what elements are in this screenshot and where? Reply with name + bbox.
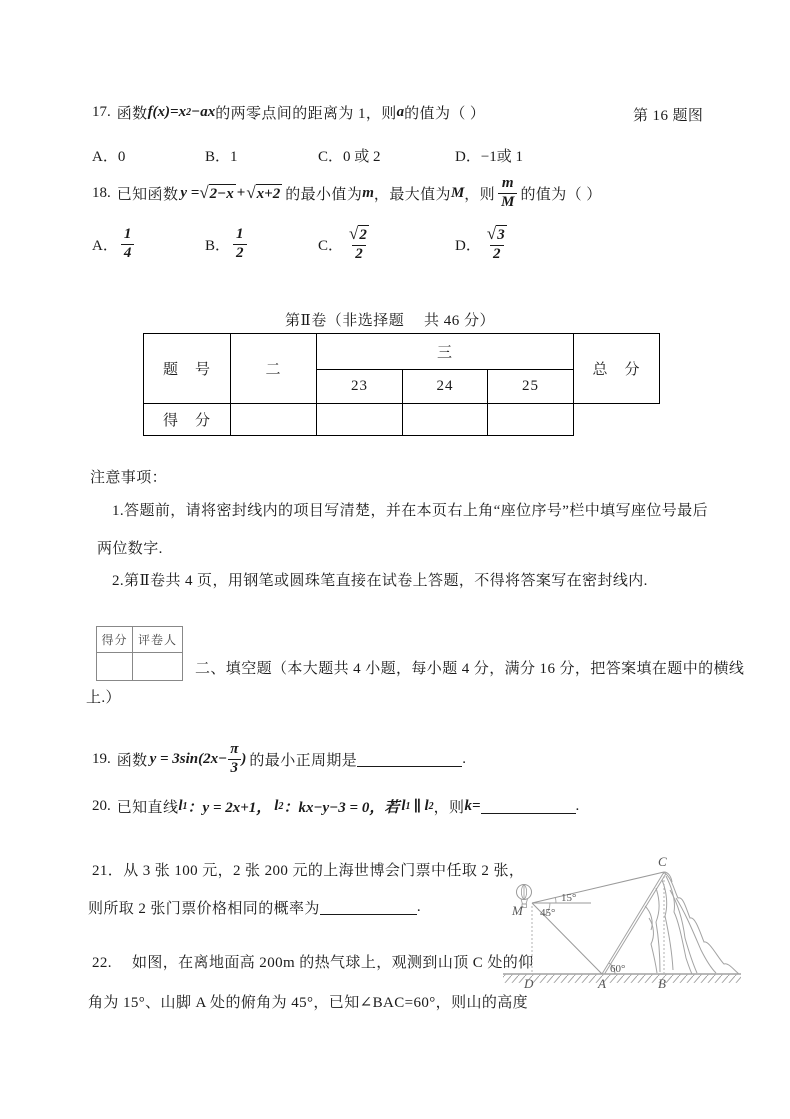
q18-option-b xyxy=(205,220,250,268)
fraction-denominator: 3 xyxy=(228,759,242,777)
q22-number: 22. xyxy=(92,955,112,971)
grading-box-grader-cell xyxy=(133,653,183,681)
fraction-numerator: 3 xyxy=(497,227,505,244)
table-header-section-three: 三 xyxy=(317,334,574,370)
q20-line2-sub-again: 2 xyxy=(428,801,434,812)
q19-lead: 函数 xyxy=(116,752,148,769)
table-header-question-number: 题 号 xyxy=(144,334,231,404)
q20-number: 20. xyxy=(92,798,111,814)
fraction-numerator: 2 xyxy=(359,227,367,244)
sight-lines xyxy=(532,872,664,974)
answer-blank xyxy=(357,751,462,767)
q18-fraction-m-over-M xyxy=(498,176,517,211)
mountain-outline xyxy=(602,872,739,974)
question-21-line-1 xyxy=(92,859,524,880)
q20-line1-var-again: l xyxy=(401,798,406,814)
q17-formula-part1: f(x)=x xyxy=(147,104,187,120)
option-fraction xyxy=(346,225,372,263)
q20-line1-sub-again: 1 xyxy=(405,801,411,812)
q21-text-1: 从 3 张 100 元，2 张 200 元的上海世博会门票中任取 2 张， xyxy=(123,863,525,879)
fraction-denominator: 4 xyxy=(121,244,135,262)
label-angle-15: 15° xyxy=(561,892,577,904)
q18-mid3: ，则 xyxy=(464,186,496,203)
q21-text-2: 则所取 2 张门票价格相同的概率为 xyxy=(88,901,320,917)
section2-intro-line-2: 上.） xyxy=(86,690,121,706)
fraction-numerator: m xyxy=(501,174,514,191)
notice-heading: 注意事项： xyxy=(90,470,168,486)
q19-number: 19. xyxy=(92,750,111,767)
q18-plus: + xyxy=(236,184,246,201)
q17-var-a: a xyxy=(396,104,405,120)
label-angle-60: 60° xyxy=(610,963,626,975)
option-fraction xyxy=(233,227,247,262)
table-score-cell xyxy=(488,404,574,436)
q21-period: . xyxy=(416,899,421,915)
radical-sign: √ xyxy=(349,224,359,244)
table-score-label: 得 分 xyxy=(144,404,231,436)
q18-option-a xyxy=(92,220,137,268)
q20-eq2: ：kx−y−3 = 0，若 xyxy=(283,800,400,816)
q19-period: . xyxy=(462,750,466,767)
option-label: C． xyxy=(318,237,344,254)
q17-option-b: B．1 xyxy=(205,149,238,165)
q20-line2-sub: 2 xyxy=(278,801,284,812)
q17-mid-text: 的两零点间的距离为 1，则 xyxy=(215,106,397,122)
arc-15-degrees xyxy=(555,898,556,903)
q19-mid-text: 的最小正周期是 xyxy=(249,752,358,769)
option-label: D． xyxy=(455,237,481,254)
table-score-cell xyxy=(317,404,403,436)
label-point-B: B xyxy=(658,976,666,991)
q17-option-a: A．0 xyxy=(92,149,126,165)
table-score-cell xyxy=(231,404,317,436)
q18-option-c xyxy=(318,220,375,268)
q18-mid2: ，最大值为 xyxy=(373,186,451,203)
fraction-numerator: π xyxy=(230,740,239,757)
q18-radicand-1: 2−x xyxy=(209,185,234,202)
q18-mid1: 的最小值为 xyxy=(285,186,363,203)
q20-period: . xyxy=(575,798,580,814)
label-point-A: A xyxy=(598,976,606,991)
radical-sign: √ xyxy=(486,224,497,244)
q19-fraction-pi-over-3 xyxy=(227,742,241,777)
table-subheader-25: 25 xyxy=(488,370,574,404)
q18-var-M: M xyxy=(450,184,465,201)
q17-lead: 函数 xyxy=(116,106,148,122)
q17-option-d: D．−1或 1 xyxy=(455,149,524,165)
q17-formula-part2: −ax xyxy=(191,104,216,120)
q20-line2-var-again: l xyxy=(424,798,429,814)
q17-number: 17. xyxy=(92,104,111,120)
q20-line1-var: l xyxy=(178,798,183,814)
q17-option-c: C．0 或 2 xyxy=(318,149,381,165)
notice-item-2: 2.第Ⅱ卷共 4 页，用钢笔或圆珠笔直接在试卷上答题，不得将答案写在密封线内. xyxy=(112,573,648,589)
option-fraction xyxy=(484,225,510,263)
fraction-denominator: 2 xyxy=(233,244,247,262)
parallel-symbol: ∥ xyxy=(413,799,422,815)
part2-title: 第Ⅱ卷（非选择题 共 46 分） xyxy=(285,313,495,329)
question-19 xyxy=(92,738,466,780)
option-fraction xyxy=(121,227,135,262)
ground-hatching xyxy=(503,975,741,983)
notice-item-1-line-1: 1.答题前，请将密封线内的项目写清楚，并在本页右上角“座位序号”栏中填写座位号最后 xyxy=(112,503,708,519)
table-subheader-23: 23 xyxy=(317,370,403,404)
table-header-section-two: 二 xyxy=(231,334,317,404)
section2-intro-line-1: 二、填空题（本大题共 4 小题，每小题 4 分，满分 16 分，把答案填在题中的横线 xyxy=(195,661,745,677)
question-22-line-2: 角为 15°、山脚 A 处的俯角为 45°，已知∠BAC=60°，则山的高度 xyxy=(88,995,529,1011)
q20-var-k: k= xyxy=(464,798,481,814)
answer-blank xyxy=(481,799,576,815)
answer-blank xyxy=(320,900,417,916)
question-17 xyxy=(92,102,485,123)
q21-number: 21． xyxy=(92,863,124,879)
q17-tail-text: 的值为（ ） xyxy=(404,106,486,122)
grading-box xyxy=(96,626,183,681)
q20-lead: 已知直线 xyxy=(116,800,179,816)
fraction-numerator: 1 xyxy=(236,225,244,242)
figure-16-reference: 第 16 题图 xyxy=(633,108,704,124)
q18-radicand-2: x+2 xyxy=(256,185,281,202)
question-18 xyxy=(92,172,602,214)
q17-exponent: 2 xyxy=(186,107,192,118)
question-22-line-1 xyxy=(92,951,534,972)
q22-text-1: 如图，在离地面高 200m 的热气球上，观测到山顶 C 处的仰 xyxy=(131,955,534,971)
table-subheader-24: 24 xyxy=(403,370,488,404)
line-M-to-C xyxy=(532,872,664,903)
fraction-denominator: 2 xyxy=(490,245,504,263)
table-score-cell xyxy=(403,404,488,436)
fraction-denominator: M xyxy=(498,193,517,211)
option-label: A． xyxy=(92,237,118,254)
radical-sign: √ xyxy=(199,183,209,202)
label-point-D: D xyxy=(524,976,534,991)
fraction-numerator: 1 xyxy=(123,225,132,242)
fraction-denominator: 2 xyxy=(352,245,366,263)
grading-box-score-cell xyxy=(97,653,133,681)
mountain-diagram xyxy=(498,846,746,996)
label-point-C: C xyxy=(658,854,667,869)
label-angle-45: 45° xyxy=(540,907,556,919)
radical-sign: √ xyxy=(246,183,256,202)
question-21-line-2 xyxy=(88,897,421,918)
question-20 xyxy=(92,796,579,817)
label-point-M: M xyxy=(512,903,523,918)
notice-item-1-line-2: 两位数字. xyxy=(97,541,163,557)
q18-tail: 的值为（ ） xyxy=(520,186,602,203)
q18-number: 18. xyxy=(92,184,111,201)
grading-box-score-label: 得分 xyxy=(97,627,133,653)
q18-lead: 已知函数 xyxy=(116,186,179,203)
score-summary-table xyxy=(143,333,660,436)
q20-line2-var: l xyxy=(274,798,279,814)
q19-formula-part2: ) xyxy=(241,750,247,767)
option-label: B． xyxy=(205,237,231,254)
q18-option-d xyxy=(455,220,513,268)
q19-formula-part1: y = 3sin(2x− xyxy=(149,750,228,767)
grading-box-grader-label: 评卷人 xyxy=(133,627,183,653)
q18-var-m: m xyxy=(362,184,374,201)
table-header-total: 总 分 xyxy=(574,334,660,404)
q20-then-text: ，则 xyxy=(433,800,465,816)
q18-y-eq: y = xyxy=(180,184,200,201)
q20-line1-sub: 1 xyxy=(182,801,188,812)
q20-eq1: ：y = 2x+1， xyxy=(187,800,272,816)
